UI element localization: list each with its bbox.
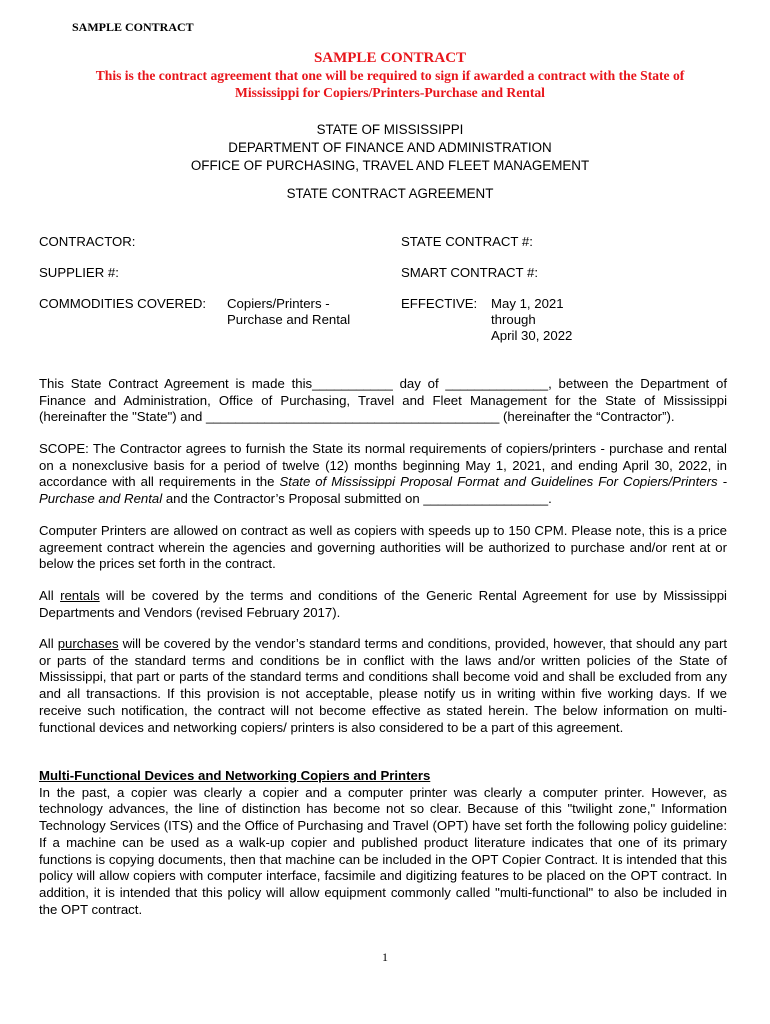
page-number: 1 — [382, 950, 388, 964]
rentals-paragraph — [39, 588, 727, 621]
mfd-body: In the past, a copier was clearly a copier and a computer printer was clearly a computer printer. However, as technology advances, the line of distinction has become not so clear. Because of this "twilight zone," Information Technology Services (ITS) and the Office of Purchasing and Travel (OPT) have set forth the following policy guideline: If a machine can be used as a walk-up copier and published product literature indicates that one of its primary functions is copying documents, then that machine can be included in the OPT Copier Contract. It is intended that this policy will allow copiers with computer interface, facsimile and digitizing features to be placed on the OPT contract. In addition, it is intended that this policy will allow equipment commonly called "multi-functional" to also be included in the OPT contract. — [39, 784, 727, 917]
smart-contract-label: SMART CONTRACT #: — [401, 265, 539, 280]
purchases-paragraph — [39, 636, 727, 736]
effective-label: EFFECTIVE: — [401, 296, 478, 311]
agency-state: STATE OF MISSISSIPPI — [316, 122, 464, 137]
sample-contract-title — [40, 50, 740, 101]
state-contract-label: STATE CONTRACT #: — [401, 234, 533, 249]
effective-start-date: May 1, 2021 — [491, 296, 564, 311]
scope-guidelines-title: State of Mississippi Proposal Format and Guidelines For Copiers/Printers - Purchase and Rental — [39, 474, 727, 507]
commodities-value-line-1: Copiers/Printers - — [227, 296, 330, 311]
purchases-prefix: All — [39, 636, 58, 651]
agreement-title: STATE CONTRACT AGREEMENT — [286, 186, 494, 201]
rentals-underlined: rentals — [60, 588, 100, 603]
rentals-text: will be covered by the terms and conditions of the Generic Rental Agreement for use by Mississippi Departments and Vendors (revised February 2017). — [39, 588, 727, 620]
scope-text-1: SCOPE: The Contractor agrees to furnish the State its normal requirements of copiers/printers - purchase and rental on a nonexclusive basis for a period of twelve (12) months beginning May 1, 2021, and ending April 30, 2022, in accordance with all requirements in the — [39, 441, 727, 490]
computer-printers-paragraph: Computer Printers are allowed on contract as well as copiers with speeds up to 150 CPM. Please note, this is a price agreement contract wherein the agencies and governing authorities will be authorized to purchase and/or rent at or below the prices set forth in the contract. — [39, 523, 727, 572]
title-line-3: Mississippi for Copiers/Printers-Purchase and Rental — [235, 85, 545, 100]
title-line-2: This is the contract agreement that one will be required to sign if awarded a contract with the State of — [95, 68, 685, 83]
supplier-label: SUPPLIER #: — [39, 265, 119, 280]
purchases-text: will be covered by the vendor’s standard terms and conditions, provided, however, that should any part or parts of the standard terms and conditions be in conflict with the laws and/or written policies of the State of Mississippi, that part or parts of the standard terms and conditions shall become void and shall be excluded from any and all transactions. If this provision is not acceptable, please notify us in writing within five working days. If we receive such notification, the contract will not become effective as stated herein. The below information on multi-functional devices and networking copiers/ printers is also considered to be a part of this agreement. — [39, 636, 727, 735]
mfd-heading: Multi-Functional Devices and Networking Copiers and Printers — [39, 768, 431, 783]
intro-text: This State Contract Agreement is made this___________ day of ______________, between the Department of Finance and Administration, Office of Purchasing, Travel and Fleet Management for the State of Mississippi (hereinafter the "State") and ________________________________________ (hereinafter the “Contractor”). — [39, 376, 727, 425]
commodities-value-line-2: Purchase and Rental — [227, 312, 351, 327]
agency-block — [40, 121, 740, 175]
intro-paragraph — [39, 376, 727, 426]
title-line-1: SAMPLE CONTRACT — [313, 50, 467, 66]
contractor-label: CONTRACTOR: — [39, 234, 136, 249]
scope-text-2: and the Contractor’s Proposal submitted on _________________. — [162, 491, 552, 507]
effective-end-date: April 30, 2022 — [491, 328, 573, 343]
commodities-label: COMMODITIES COVERED: — [39, 296, 207, 311]
purchases-underlined: purchases — [57, 636, 119, 651]
running-header: SAMPLE CONTRACT — [72, 20, 194, 34]
rentals-prefix: All — [39, 588, 61, 603]
mfd-section — [39, 768, 727, 918]
agency-office: OFFICE OF PURCHASING, TRAVEL AND FLEET MANAGEMENT — [190, 158, 590, 173]
scope-paragraph — [39, 441, 727, 508]
effective-through: through — [491, 312, 536, 327]
agency-department: DEPARTMENT OF FINANCE AND ADMINISTRATION — [228, 140, 552, 155]
